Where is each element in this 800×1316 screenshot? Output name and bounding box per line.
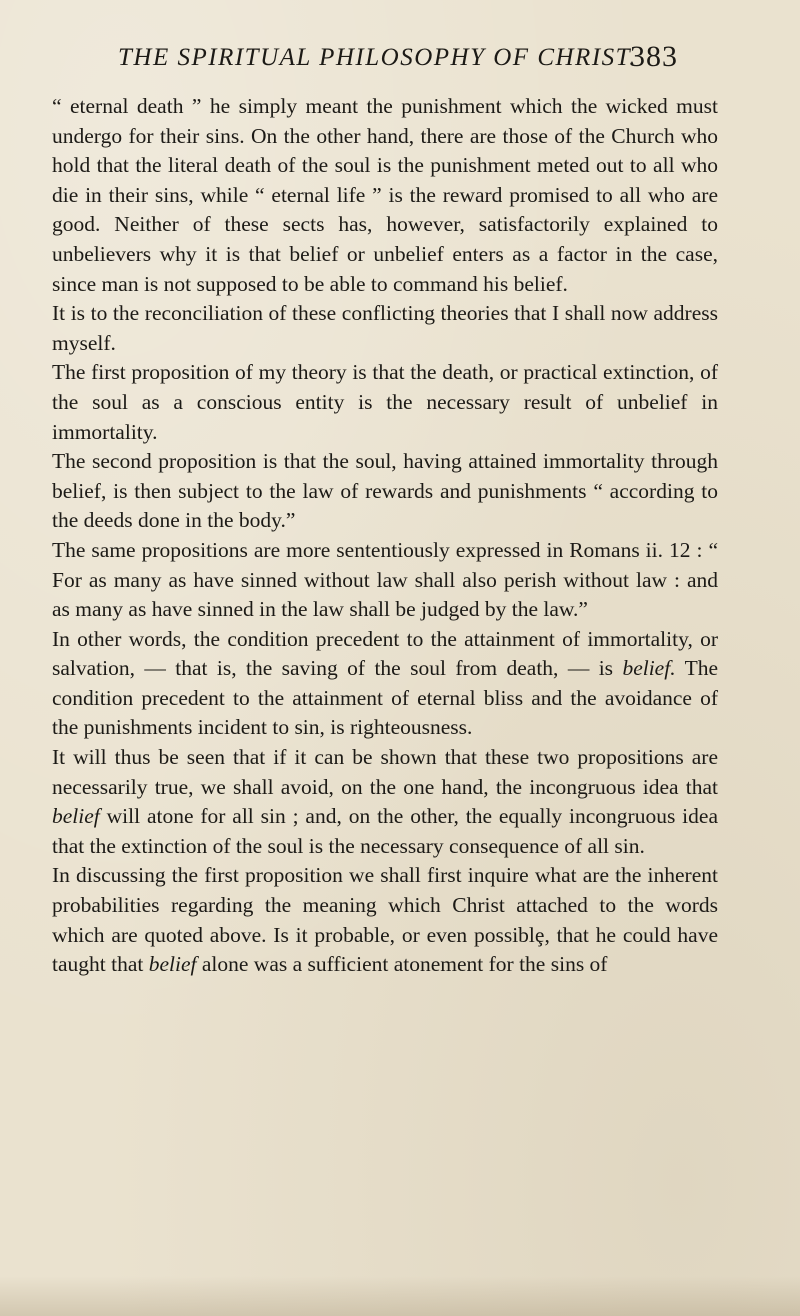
text-run: “ eternal death ” he simply meant the punishment which the wicked must undergo for their sins. On the other hand, there are those of the Church who hold that the literal death of the soul is the punishment meted out to all who die in their sins, while “ eternal life ” is the reward promised to all who are good. Neither of these sects has, however, satisfactorily explained to unbelievers why it is that belief or unbelief enters as a factor in the case, since man is not supposed to be able to command his belief. xyxy=(52,94,718,296)
text-run: In discussing the first proposition we shall first inquire what are the inherent probabilities regarding the meaning which Christ attached to the words which are quoted above. Is it probable, or even possiblȩ, that he could have taught that xyxy=(52,863,718,977)
text-run: The first proposition of my theory is that the death, or practical extinction, of the soul as a conscious entity is the necessary result of unbelief in immortality. xyxy=(52,360,718,444)
text-run: It will thus be seen that if it can be shown that these two propositions are necessarily true, we shall avoid, on the one hand, the incongruous idea that xyxy=(52,745,718,799)
italic-text: belief xyxy=(148,952,197,977)
paragraph xyxy=(52,625,718,743)
text-run: alone was a sufficient atonement for the sins of xyxy=(196,952,608,977)
paragraph xyxy=(52,358,718,447)
paragraph xyxy=(52,743,718,861)
text-run: will atone for all sin ; and, on the other, the equally incongruous idea that the extinction of the soul is the necessary consequence of all sin. xyxy=(52,804,718,858)
running-head xyxy=(118,40,678,80)
running-head-title: THE SPIRITUAL PHILOSOPHY OF CHRIST. xyxy=(118,44,637,71)
text-run: The condition precedent to the attainment of eternal bliss and the avoidance of the punishments incident to sin, is righteousness. xyxy=(52,656,718,740)
paragraph xyxy=(52,447,718,536)
page-number: 383 xyxy=(630,40,678,73)
paragraph xyxy=(52,536,718,625)
text-run: The same propositions are more sententiously expressed in Romans ii. 12 : “ For as many as have sinned without law shall also perish without law : and as many as have sinned in the law shall be judged by the law.” xyxy=(52,537,718,622)
body-text xyxy=(52,92,718,980)
page-edge-shadow xyxy=(0,1276,800,1316)
paragraph xyxy=(52,861,718,979)
paragraph xyxy=(52,299,718,358)
paragraph xyxy=(52,92,718,299)
italic-text: belief xyxy=(52,804,100,829)
text-run: It is to the reconciliation of these conflicting theories that I shall now address myself. xyxy=(52,301,718,355)
text-run: The second proposition is that the soul, having attained immortality through belief, is then subject to the law of rewards and punishments “ according to the deeds done in the body.” xyxy=(52,449,718,533)
text-run: In other words, the condition precedent to the attainment of immortality, or salvation, — that is, the saving of the soul from death, — is xyxy=(52,626,718,681)
italic-text: belief. xyxy=(622,656,676,681)
